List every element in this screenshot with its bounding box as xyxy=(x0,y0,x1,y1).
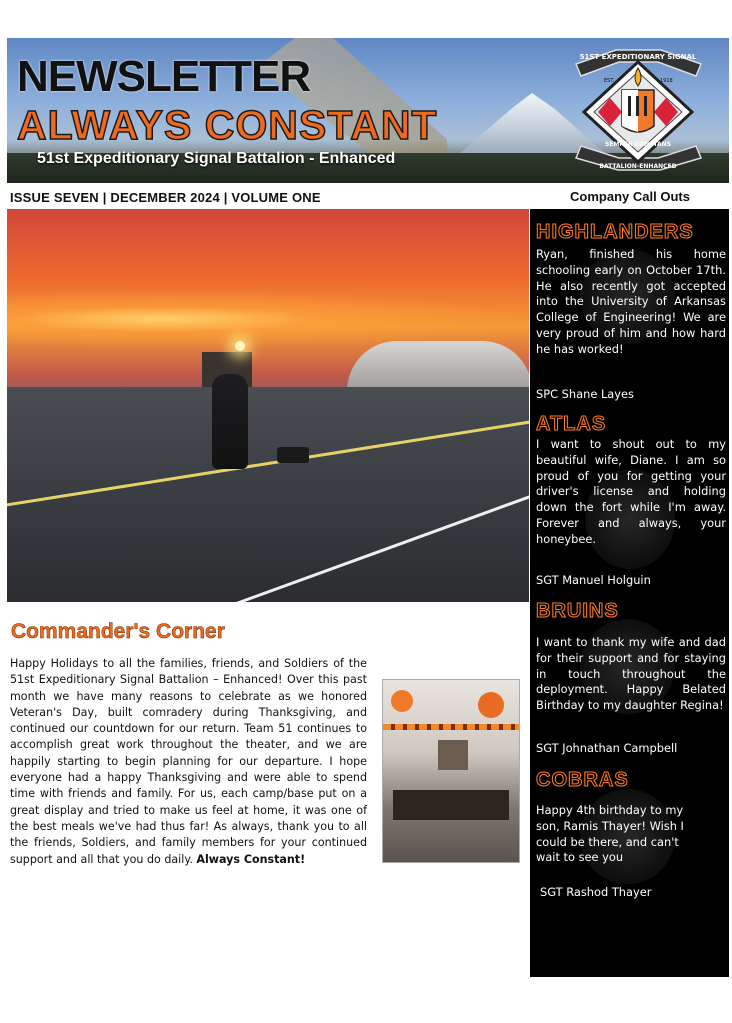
cobras-heading: COBRAS xyxy=(536,769,629,791)
crest-year-text: 1918 xyxy=(660,78,673,84)
commanders-corner-text: Happy Holidays to all the families, friends, and Soldiers of the 51st Expeditionary Signal Battalion – Enhanced! Over this past month we have many reasons to celebrate as we honored Veteran's Day, built comradery during Thanksgiving, and continued our countdown for our return. Team 51 continues to accomplish great work throughout the theater, and we are happily starting to begin planning for our departure. I hope everyone had a happy Thanksgiving and were able to spend time with friends and family. For us, each camp/base put on a great display and tried to make us feel at home, it was one of the best meals we've had thus far! As always, thank you to all the friends, Soldiers, and family members for your continued support and all that you do daily. xyxy=(10,657,367,866)
newsletter-banner xyxy=(7,38,729,183)
crest-bottom-text: BATTALION-ENHANCED xyxy=(599,163,677,170)
cobras-message: Happy 4th birthday to my son, Ramis Thayer! Wish I could be there, and can't wait to see you xyxy=(536,803,684,865)
issue-line: ISSUE SEVEN | DECEMBER 2024 | VOLUME ONE xyxy=(10,190,321,205)
unit-subtitle: 51st Expeditionary Signal Battalion - Enhanced xyxy=(37,150,396,167)
parking-lot-graphic xyxy=(7,387,529,602)
orange-balloon xyxy=(391,690,413,712)
crest-motto-text: SEMPER CONSTANS xyxy=(604,141,672,148)
motto-title: ALWAYS CONSTANT xyxy=(17,102,438,148)
commanders-corner-title: Commander's Corner xyxy=(11,620,225,643)
commanders-corner-body xyxy=(10,656,367,868)
display-table xyxy=(393,790,509,820)
atlas-signature: SGT Manuel Holguin xyxy=(536,573,651,587)
highlanders-message: Ryan, finished his home schooling early on October 17th. He also recently got accepted into the University of Arkansas College of Engineering! We are very proud of him and how hard he has worked! xyxy=(536,247,726,356)
sled-graphic xyxy=(277,447,309,463)
crest-est-text: EST. xyxy=(604,78,615,84)
garland-graphic xyxy=(383,724,519,730)
thanksgiving-display-photo xyxy=(382,679,520,863)
bruins-signature: SGT Johnathan Campbell xyxy=(536,741,678,755)
newsletter-title: NEWSLETTER xyxy=(17,52,311,101)
company-call-outs-title: Company Call Outs xyxy=(570,189,690,204)
orange-balloon xyxy=(478,692,504,718)
sunset-glow xyxy=(7,289,529,349)
highlanders-signature: SPC Shane Layes xyxy=(536,387,634,401)
company-call-outs-sidebar xyxy=(530,209,729,977)
floodlight-graphic xyxy=(235,341,245,351)
atlas-heading: ATLAS xyxy=(536,413,607,435)
soldier-figure xyxy=(212,374,248,469)
sunset-training-photo xyxy=(7,209,529,602)
bruins-message: I want to thank my wife and dad for their support and for staying in touch throughout the deployment. Happy Belated Birthday to my daughter Regina! xyxy=(536,635,726,713)
display-centerpiece xyxy=(438,740,468,770)
atlas-message: I want to shout out to my beautiful wife, Diane. I am so proud of you for getting your driver's license and holding down the fort while I'm away. Forever and always, your honeybee. xyxy=(536,437,726,546)
crest-top-text: 51ST EXPEDITIONARY SIGNAL xyxy=(579,53,697,61)
cobras-signature: SGT Rashod Thayer xyxy=(540,885,652,899)
hangar-graphic xyxy=(347,341,529,391)
battalion-crest-icon xyxy=(556,46,721,176)
bruins-heading: BRUINS xyxy=(536,600,619,622)
commanders-corner-closing: Always Constant! xyxy=(196,852,306,866)
highlanders-heading: HIGHLANDERS xyxy=(536,221,694,243)
